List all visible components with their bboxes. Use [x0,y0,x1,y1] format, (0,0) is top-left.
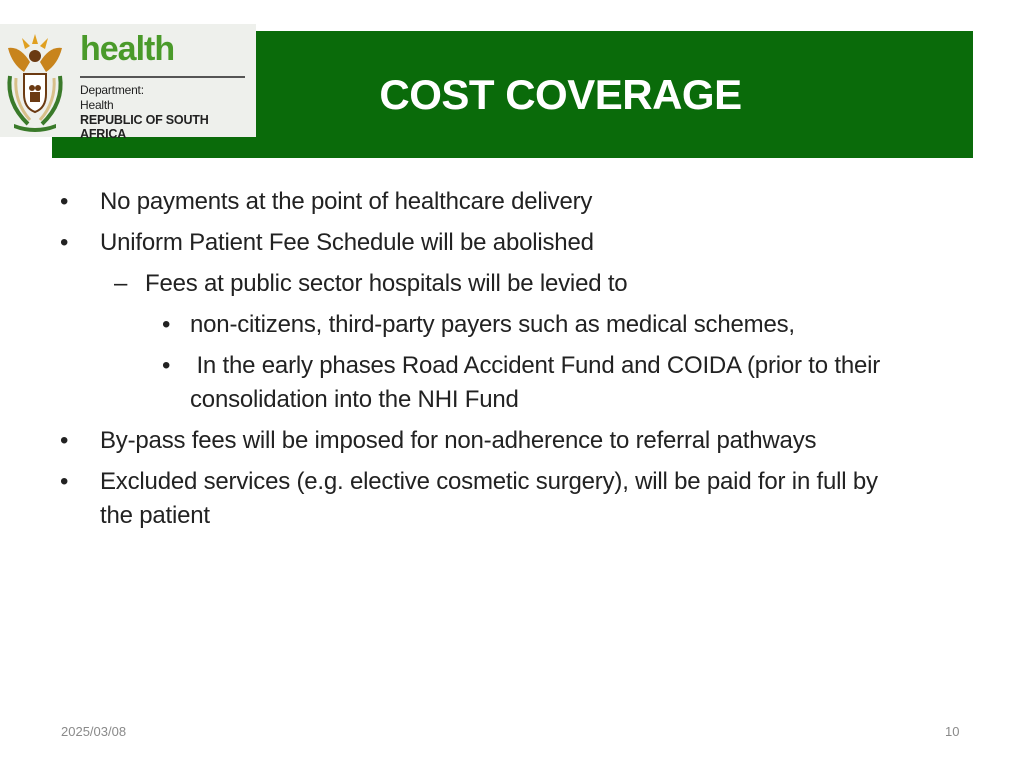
slide-title: COST COVERAGE [379,70,742,118]
bullet-marker: • [60,188,69,215]
sub-sub-bullet-marker: • [162,352,171,379]
logo-line-country: REPUBLIC OF SOUTH AFRICA [80,113,209,141]
logo-divider [80,76,245,78]
logo-line-health: Health [80,98,114,112]
bullet-marker: • [60,427,69,454]
bullet-text: No payments at the point of healthcare delivery [100,188,593,215]
bullet-text: Excluded services (e.g. elective cosmetic surgery), will be paid for in full by [100,468,878,495]
sub-sub-bullet-text-continued: consolidation into the NHI Fund [190,386,519,413]
sub-bullet-marker: – [114,270,128,297]
sub-sub-bullet-marker: • [162,311,171,338]
bullet-text-continued: the patient [100,502,210,529]
bullet-marker: • [60,468,69,495]
sub-bullet-text: Fees at public sector hospitals will be levied to [145,270,628,297]
page-number: 10 [945,724,960,739]
department-logo [0,24,256,141]
bullet-text: By-pass fees will be imposed for non-adherence to referral pathways [100,427,817,454]
bullet-text: Uniform Patient Fee Schedule will be abolished [100,229,594,256]
footer-date: 2025/03/08 [61,724,127,739]
bullet-marker: • [60,229,69,256]
logo-wordmark: health [80,30,175,68]
coat-of-arms-icon [0,28,70,134]
sub-sub-bullet-text: In the early phases Road Accident Fund and COIDA (prior to their [190,352,881,379]
logo-line-department: Department: [80,83,144,97]
sub-sub-bullet-text: non-citizens, third-party payers such as medical schemes, [190,311,795,338]
